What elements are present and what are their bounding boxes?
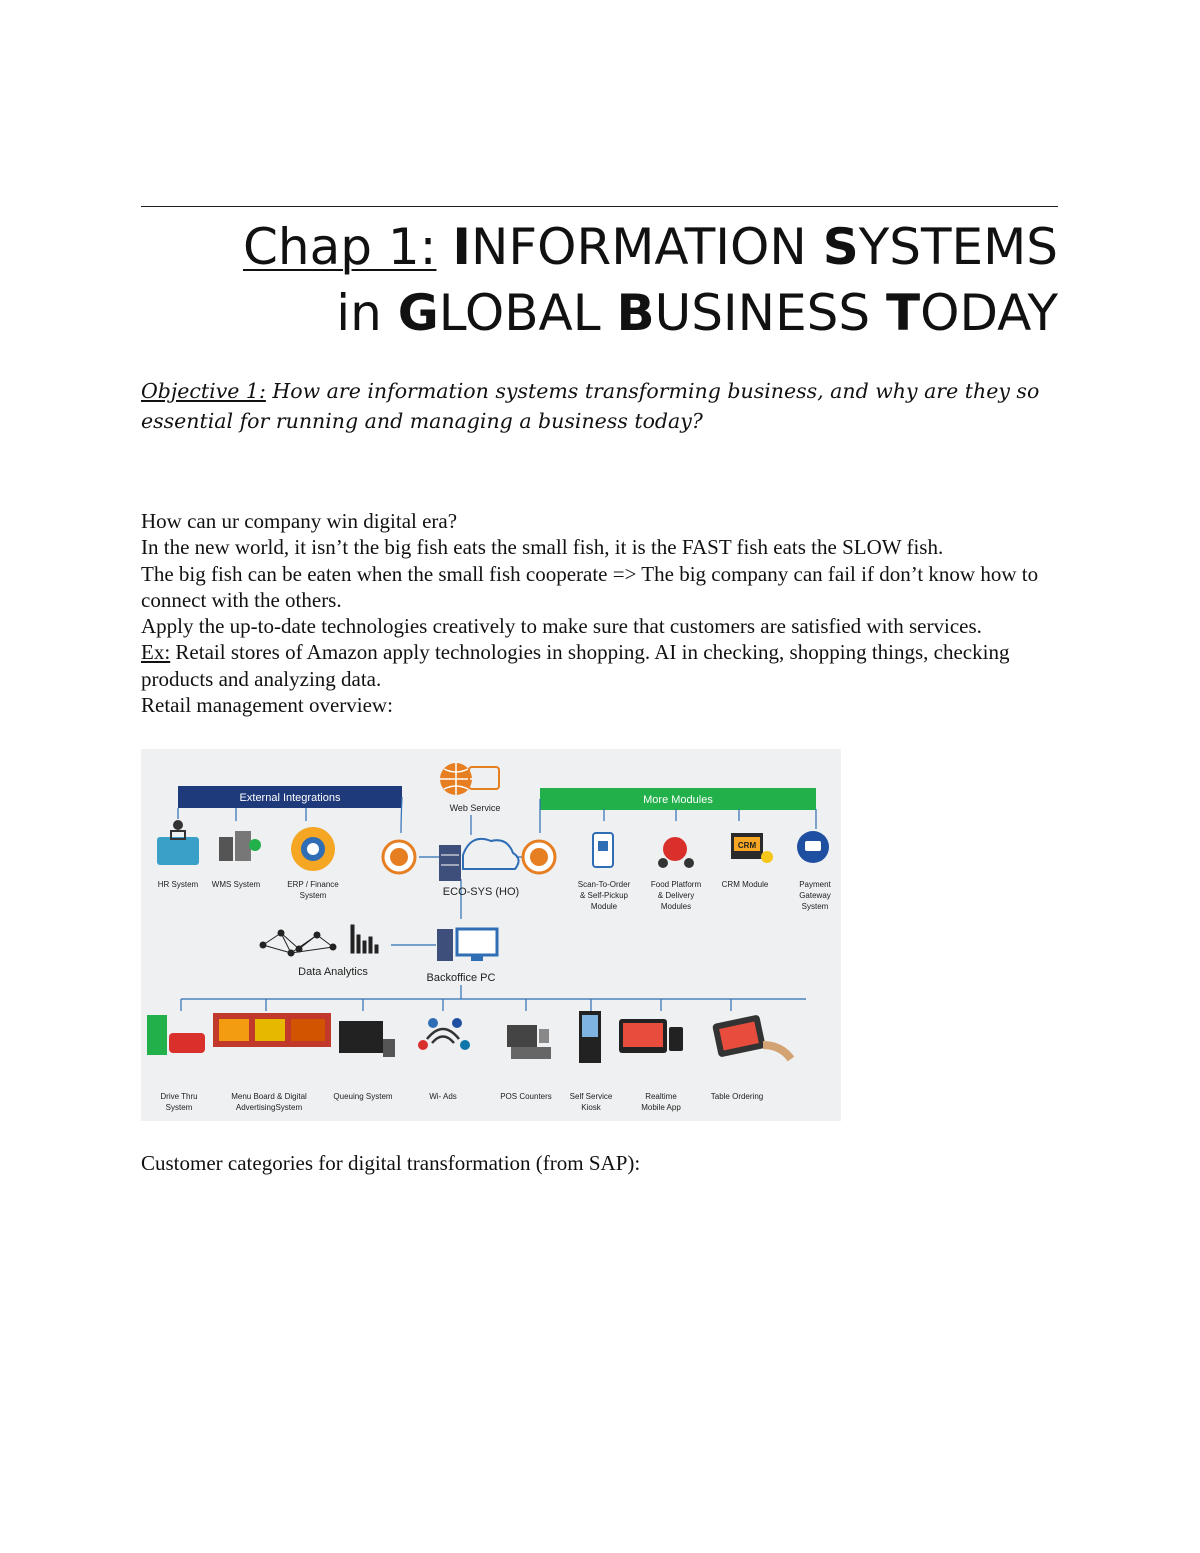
backoffice-label: Backoffice PC — [426, 972, 496, 984]
title-cap: G — [397, 284, 439, 342]
paragraph: Apply the up-to-date technologies creatively to make sure that customers are satisfied with services. — [141, 614, 982, 639]
title-word: LOBAL — [438, 284, 617, 342]
menu-board-icon — [213, 1013, 331, 1047]
touchpoint-label: Self Service Kiosk — [569, 1092, 613, 1112]
example-label: Ex: — [141, 640, 171, 665]
pos-counter-icon — [507, 1025, 551, 1059]
title-word: in — [336, 284, 398, 342]
paragraph: The big fish can be eaten when the small fish cooperate => The big company can fail if don’t know how to connect with the others. — [141, 561, 1039, 612]
touchpoint-label: Realtime Mobile App — [641, 1092, 681, 1112]
erp-finance-icon — [291, 827, 335, 871]
touchpoint-label: Menu Board & Digital AdvertisingSystem — [231, 1092, 307, 1112]
title-cap: I — [452, 218, 472, 276]
eco-sys-label: ECO-SYS (HO) — [442, 886, 520, 898]
external-item-label: WMS System — [211, 880, 261, 889]
touchpoint-label: Drive Thru System — [160, 1092, 198, 1112]
backoffice-pc-icon — [437, 929, 497, 961]
title-line-1 — [141, 214, 1058, 280]
page-title — [141, 214, 1058, 346]
self-service-kiosk-icon — [579, 1011, 601, 1063]
module-item-label: Food Platform & Delivery Modules — [650, 880, 702, 911]
chapter-label: Chap 1: — [242, 218, 437, 276]
connector-globe-right — [523, 841, 555, 873]
external-item-label: HR System — [157, 880, 199, 889]
connector-globe-left — [383, 841, 415, 873]
title-line-2 — [141, 280, 1058, 346]
title-word: USINESS — [654, 284, 887, 342]
objective — [141, 376, 1041, 436]
external-integrations-label: External Integrations — [239, 792, 341, 804]
scan-to-order-icon — [593, 833, 613, 867]
touchpoint-label: POS Counters — [500, 1092, 552, 1101]
retail-management-diagram — [141, 749, 841, 1121]
figure-caption: Retail management overview: — [141, 693, 393, 718]
objective-label: Objective 1: — [141, 379, 266, 403]
example-paragraph — [141, 639, 1061, 692]
module-item-label: CRM Module — [721, 880, 769, 889]
title-word: ODAY — [920, 284, 1058, 342]
categories-heading: Customer categories for digital transformation (from SAP): — [141, 1151, 641, 1175]
paragraph: How can ur company win digital era? — [141, 509, 458, 533]
title-word: YSTEMS — [858, 218, 1058, 276]
title-cap: T — [886, 284, 921, 342]
title-cap: S — [822, 218, 859, 276]
title-word: NFORMATION — [471, 218, 823, 276]
more-modules-label: More Modules — [643, 794, 713, 806]
module-item-label: Payment Gateway System — [799, 880, 831, 911]
payment-gateway-icon — [797, 831, 829, 863]
body-text — [141, 508, 1061, 718]
touchpoint-label: Queuing System — [333, 1092, 393, 1101]
module-item-label: Scan-To-Order & Self-Pickup Module — [577, 880, 631, 911]
web-service-label: Web Service — [449, 803, 501, 813]
example-text: Retail stores of Amazon apply technologies in shopping. AI in checking, shopping things, checking products and analyzing data. — [141, 640, 1010, 691]
external-item-label: ERP / Finance System — [287, 880, 339, 900]
objective-text: How are information systems transforming business, and why are they so essential for running and managing a business today? — [141, 379, 1040, 433]
title-cap: B — [616, 284, 655, 342]
touchpoint-label: Wi- Ads — [429, 1092, 457, 1101]
data-analytics-label: Data Analytics — [298, 966, 368, 978]
top-rule — [141, 206, 1058, 207]
crm-badge: CRM — [737, 841, 757, 850]
touchpoint-label: Table Ordering — [710, 1092, 764, 1101]
paragraph: In the new world, it isn’t the big fish eats the small fish, it is the FAST fish eats the SLOW fish. — [141, 535, 944, 560]
